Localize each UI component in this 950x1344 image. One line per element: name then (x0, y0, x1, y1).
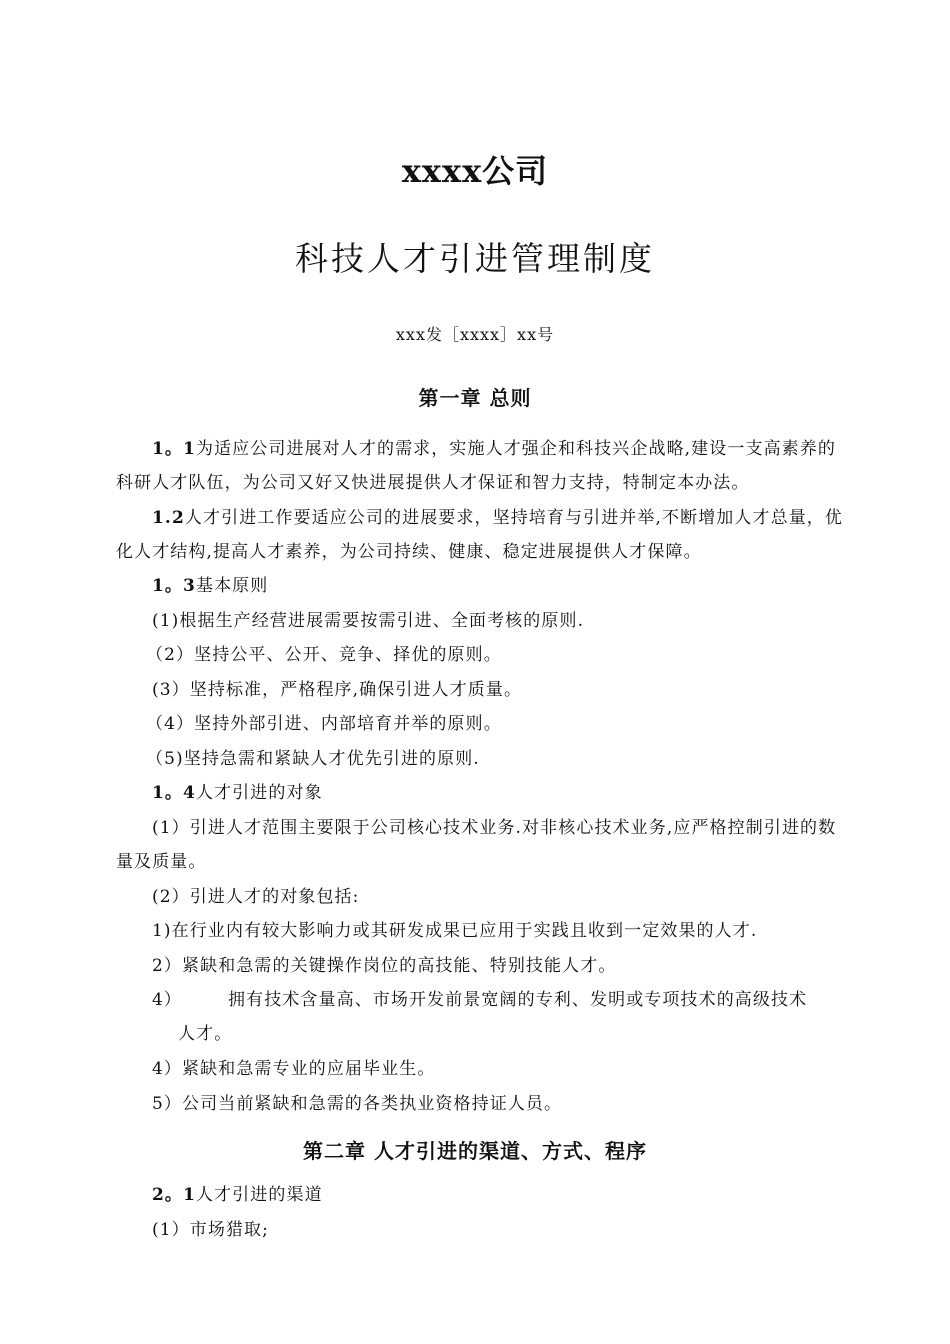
target-item: 1)在行业内有较大影响力或其研发成果已应用于实践且收到一定效果的人才. (152, 921, 758, 941)
target-item-hanging (152, 983, 852, 1051)
paragraph-2-1 (152, 1178, 323, 1212)
paragraph-2-1-text: 人才引进的渠道 (195, 1185, 323, 1205)
scope-item-1: (1）引进人才范围主要限于公司核心技术业务.对非核心技术业务,应严格控制引进的数量及质量。 (116, 818, 837, 872)
document-title: 科技人才引进管理制度 (295, 239, 655, 278)
paragraph-1-4-number: 1。4 (152, 783, 196, 803)
target-item: 4）紧缺和急需专业的应届毕业生。 (152, 1059, 436, 1079)
paragraph-1-3 (152, 569, 268, 603)
target-item: 5）公司当前紧缺和急需的各类执业资格持证人员。 (152, 1094, 563, 1114)
principle-item: （4）坚持外部引进、内部培育并举的原则。 (146, 714, 502, 734)
paragraph-1-4 (152, 776, 323, 810)
paragraph-1-3-number: 1。3 (152, 576, 196, 596)
paragraph-1-2-text: 人才引进工作要适应公司的进展要求，坚持培育与引进并举,不断增加人才总量，优化人才结构,提高人才素养，为公司持续、健康、稳定进展提供人才保障。 (116, 508, 843, 562)
scope-item-2: (2）引进人才的对象包括: (152, 887, 360, 907)
principle-item: （2）坚持公平、公开、竞争、择优的原则。 (146, 645, 502, 665)
principle-item: (3）坚持标准，严格程序,确保引进人才质量。 (152, 680, 523, 700)
target-item: 2）紧缺和急需的关键操作岗位的高技能、特别技能人才。 (152, 956, 617, 976)
paragraph-1-2 (116, 501, 852, 569)
chapter-1-heading: 第一章 总则 (418, 386, 532, 410)
chapter-2-heading: 第二章 人才引进的渠道、方式、程序 (303, 1139, 647, 1163)
channel-item: (1）市场猎取; (152, 1220, 269, 1240)
company-title: xxxx公司 (401, 152, 549, 190)
paragraph-1-4-text: 人才引进的对象 (195, 783, 323, 803)
document-number: xxx发［xxxx］xx号 (395, 325, 555, 344)
paragraph-1-1-number: 1。1 (152, 439, 196, 459)
principle-item: (1)根据生产经营进展需要按需引进、全面考核的原则. (152, 611, 585, 631)
paragraph-1-3-text: 基本原则 (195, 576, 269, 596)
paragraph-2-1-number: 2。1 (152, 1185, 196, 1205)
paragraph-1-1-text: 为适应公司进展对人才的需求，实施人才强企和科技兴企战略,建设一支高素养的科研人才队伍，为公司又好又快进展提供人才保证和智力支持，特制定本办法。 (116, 439, 836, 493)
principle-item: （5)坚持急需和紧缺人才优先引进的原则. (146, 749, 480, 769)
paragraph-1-2-number: 1.2 (152, 508, 185, 528)
target-item-line-1: 拥有技术含量高、市场开发前景宽阔的专利、发明或专项技术的高级技术 (228, 990, 808, 1010)
paragraph-1-1 (116, 432, 852, 500)
target-item-line-2: 人才。 (178, 1024, 233, 1044)
target-item-number: 4） (152, 990, 183, 1010)
